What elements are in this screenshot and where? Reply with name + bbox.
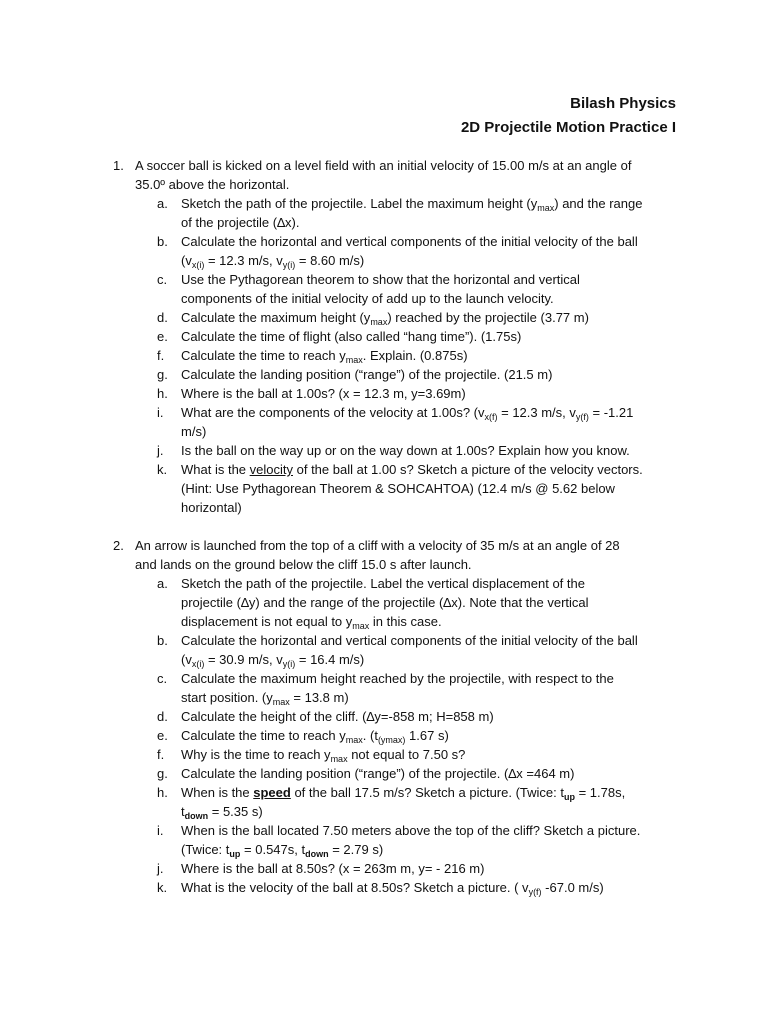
text: components of the initial velocity of add up to the launch velocity.	[181, 291, 554, 306]
text: Calculate the maximum height reached by the projectile, with respect to the	[181, 671, 614, 686]
subscript: max	[345, 735, 363, 745]
sub-letter: j.	[157, 443, 164, 458]
sub-letter: g.	[157, 766, 168, 781]
text: Is the ball on the way up or on the way down at 1.00s? Explain how you know.	[181, 443, 630, 458]
text: (v	[181, 652, 192, 667]
stem-text: and lands on the ground below the cliff 15.0 s after launch.	[135, 557, 472, 572]
text: . (t	[362, 728, 378, 743]
text: . Explain. (0.875s)	[362, 348, 468, 363]
question-number: 1.	[113, 158, 124, 173]
text: Where is the ball at 8.50s? (x = 263m m, y= - 216 m)	[181, 861, 485, 876]
text: not equal to 7.50 s?	[347, 747, 466, 762]
text: Calculate the horizontal and vertical components of the initial velocity of the ball	[181, 633, 638, 648]
sub-question-2g	[113, 764, 683, 783]
text: Calculate the landing position (“range”) of the projectile. (∆x =464 m)	[181, 766, 575, 781]
subscript: up	[229, 849, 241, 859]
question-number: 2.	[113, 538, 124, 553]
text: horizontal)	[181, 500, 242, 515]
sub-letter: e.	[157, 728, 168, 743]
sub-letter: a.	[157, 196, 168, 211]
sub-question-2j	[113, 859, 683, 878]
text: = -1.21	[588, 405, 634, 420]
sub-question-1i	[113, 403, 683, 441]
text: What are the components of the velocity at 1.00s? (v	[181, 405, 485, 420]
text: Calculate the maximum height (y	[181, 310, 371, 325]
text: (v	[181, 253, 192, 268]
sub-letter: f.	[157, 747, 165, 762]
subscript: y(f)	[575, 412, 589, 422]
text: = 13.8 m)	[289, 690, 349, 705]
text: Where is the ball at 1.00s? (x = 12.3 m, y=3.69m)	[181, 386, 466, 401]
sub-letter: d.	[157, 709, 168, 724]
sub-letter: k.	[157, 462, 168, 477]
text: start position. (y	[181, 690, 273, 705]
subscript: max	[537, 203, 555, 213]
sub-letter: i.	[157, 405, 164, 420]
sub-letter: h.	[157, 785, 168, 800]
underlined-term: velocity	[249, 462, 293, 477]
sub-question-2k	[113, 878, 683, 897]
sub-question-2b	[113, 631, 683, 669]
text: = 0.547s, t	[240, 842, 306, 857]
sub-letter: a.	[157, 576, 168, 591]
subscript: max	[352, 621, 370, 631]
stem-text: 35.0º above the horizontal.	[135, 177, 290, 192]
underlined-term: speed	[253, 785, 291, 800]
sub-question-1j	[113, 441, 683, 460]
sub-letter: b.	[157, 234, 168, 249]
text: = 12.3 m/s, v	[204, 253, 283, 268]
sub-question-2a	[113, 574, 683, 631]
sub-letter: b.	[157, 633, 168, 648]
subscript: max	[370, 317, 388, 327]
text: = 12.3 m/s, v	[497, 405, 576, 420]
text: Calculate the height of the cliff. (∆y=-858 m; H=858 m)	[181, 709, 494, 724]
text: of the projectile (∆x).	[181, 215, 300, 230]
subscript: x(f)	[484, 412, 498, 422]
author-heading: Bilash Physics	[570, 95, 676, 112]
subscript: max	[330, 754, 348, 764]
subscript: x(i)	[191, 659, 205, 669]
text: ) and the range	[554, 196, 643, 211]
sub-question-2e	[113, 726, 683, 745]
sub-letter: j.	[157, 861, 164, 876]
sub-letter: h.	[157, 386, 168, 401]
text: Sketch the path of the projectile. Label the maximum height (y	[181, 196, 538, 211]
sub-question-2i	[113, 821, 683, 859]
text: What is the	[181, 462, 250, 477]
sub-question-1c	[113, 270, 683, 308]
sub-letter: f.	[157, 348, 165, 363]
text: Use the Pythagorean theorem to show that the horizontal and vertical	[181, 272, 580, 287]
sub-question-list	[113, 574, 683, 897]
question-stem	[113, 156, 683, 194]
text: Why is the time to reach y	[181, 747, 331, 762]
sub-question-1h	[113, 384, 683, 403]
sub-question-1k	[113, 460, 683, 517]
text: Calculate the time to reach y	[181, 348, 346, 363]
text: projectile (∆y) and the range of the projectile (∆x). Note that the vertical	[181, 595, 589, 610]
sub-question-1f	[113, 346, 683, 365]
question-2	[113, 536, 683, 897]
text: -67.0 m/s)	[541, 880, 604, 895]
stem-text: A soccer ball is kicked on a level field with an initial velocity of 15.00 m/s at an angle of	[135, 158, 632, 173]
subscript: max	[345, 355, 363, 365]
worksheet-title: 2D Projectile Motion Practice I	[460, 119, 676, 136]
sub-question-1b	[113, 232, 683, 270]
sub-question-1e	[113, 327, 683, 346]
sub-letter: d.	[157, 310, 168, 325]
sub-question-list	[113, 194, 683, 517]
subscript: max	[272, 697, 290, 707]
text: of the ball 17.5 m/s? Sketch a picture. (Twice: t	[290, 785, 564, 800]
sub-letter: k.	[157, 880, 168, 895]
text: (Hint: Use Pythagorean Theorem & SOHCAHTOA) (12.4 m/s @ 5.62 below	[181, 481, 615, 496]
text: (Twice: t	[181, 842, 230, 857]
subscript: (ymax)	[377, 735, 406, 745]
subscript: up	[563, 792, 575, 802]
text: in this case.	[369, 614, 442, 629]
text: What is the velocity of the ball at 8.50s? Sketch a picture. ( v	[181, 880, 529, 895]
sub-question-2f	[113, 745, 683, 764]
subscript: x(i)	[191, 260, 205, 270]
text: = 8.60 m/s)	[295, 253, 365, 268]
text: = 2.79 s)	[328, 842, 384, 857]
subscript: y(i)	[282, 659, 296, 669]
text: = 30.9 m/s, v	[204, 652, 283, 667]
text: Calculate the time to reach y	[181, 728, 346, 743]
sub-letter: c.	[157, 671, 168, 686]
sub-question-2d	[113, 707, 683, 726]
text: When is the ball located 7.50 meters above the top of the cliff? Sketch a picture.	[181, 823, 641, 838]
sub-letter: i.	[157, 823, 164, 838]
text: = 5.35 s)	[208, 804, 263, 819]
text: displacement is not equal to y	[181, 614, 353, 629]
sub-question-1g	[113, 365, 683, 384]
question-stem	[113, 536, 683, 574]
text: Calculate the time of flight (also called “hang time”). (1.75s)	[181, 329, 522, 344]
text: Sketch the path of the projectile. Label the vertical displacement of the	[181, 576, 585, 591]
text: t	[181, 804, 185, 819]
text: = 1.78s,	[574, 785, 626, 800]
sub-question-1a	[113, 194, 683, 232]
subscript: down	[305, 849, 329, 859]
question-1	[113, 156, 683, 517]
text: ) reached by the projectile (3.77 m)	[387, 310, 589, 325]
sub-question-2h	[113, 783, 683, 821]
stem-text: An arrow is launched from the top of a cliff with a velocity of 35 m/s at an angle of 28	[135, 538, 620, 553]
sub-letter: g.	[157, 367, 168, 382]
text: Calculate the horizontal and vertical components of the initial velocity of the ball	[181, 234, 638, 249]
text: m/s)	[181, 424, 207, 439]
subscript: y(f)	[528, 887, 542, 897]
text: of the ball at 1.00 s? Sketch a picture of the velocity vectors.	[293, 462, 643, 477]
subscript: down	[184, 811, 209, 821]
text: When is the	[181, 785, 254, 800]
subscript: y(i)	[282, 260, 296, 270]
sub-letter: c.	[157, 272, 168, 287]
text: = 16.4 m/s)	[295, 652, 365, 667]
text: 1.67 s)	[405, 728, 449, 743]
text: Calculate the landing position (“range”) of the projectile. (21.5 m)	[181, 367, 553, 382]
sub-question-2c	[113, 669, 683, 707]
sub-question-1d	[113, 308, 683, 327]
sub-letter: e.	[157, 329, 168, 344]
